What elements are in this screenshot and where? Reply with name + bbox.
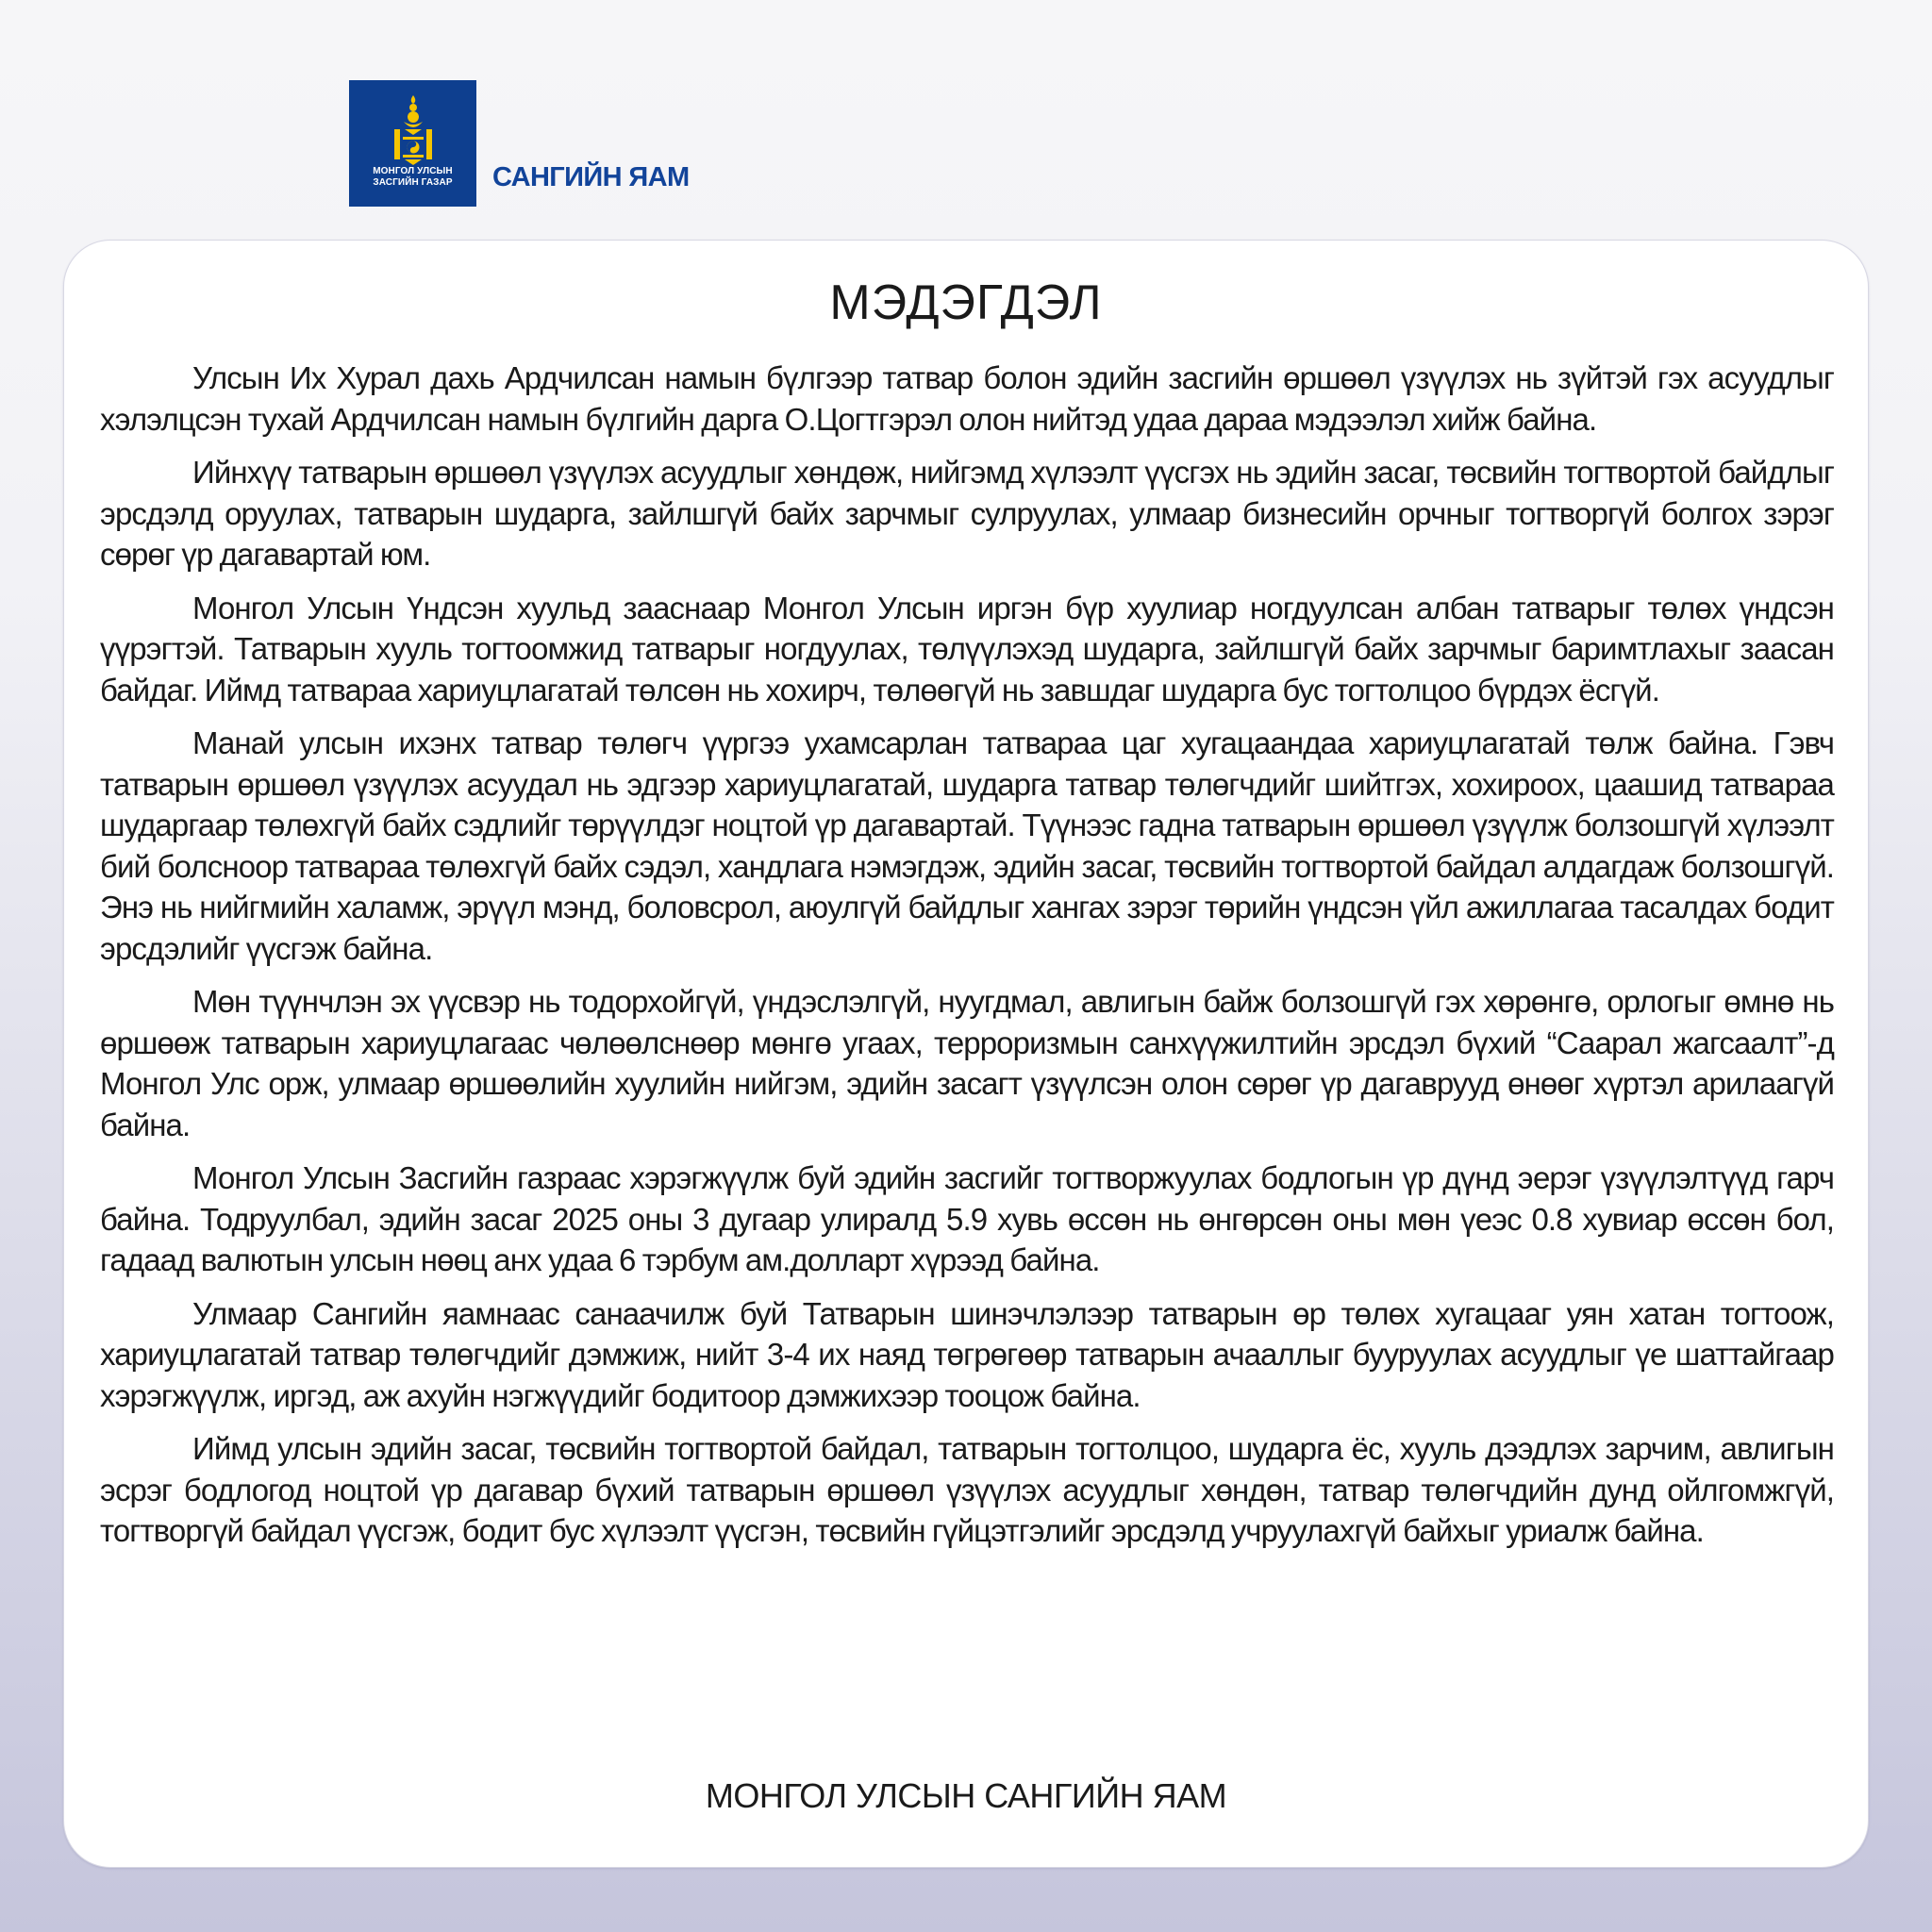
paragraph: Улмаар Сангийн яамнаас санаачилж буй Татварын шинэчлэлээр татварын өр төлөх хугацааг уян хатан тогтоож, хариуцлагатай татвар төлөгчдийг дэмжиж, нийт 3-4 их наяд төгрөгөөр татварын ачааллыг бууруулах асуудлыг үе шаттайгаар хэрэгжүүлж, иргэд, аж ахуйн нэгжүүдийг бодитоор дэмжихээр тооцож байна. (100, 1295, 1834, 1413)
signature: МОНГОЛ УЛСЫН САНГИЙН ЯАМ (705, 1776, 1227, 1815)
emblem-caption-line1: МОНГОЛ УЛСЫН (373, 166, 453, 176)
paragraph: Ийнхүү татварын өршөөл үзүүлэх асуудлыг хөндөж, нийгэмд хүлээлт үүсгэх нь эдийн засаг, төсвийн тогтвортой байдлыг эрсдэлд оруулах, татварын шударга, зайлшгүй байх зарчмыг сулруулах, улмаар бизнесийн орчныг тогтворгүй болгох зэрэг сөрөг үр дагавартай юм. (100, 455, 1834, 572)
statement-body (100, 358, 1834, 1564)
paragraph: Монгол Улсын Засгийн газраас хэрэгжүүлж буй эдийн засгийг тогтворжуулах бодлогын үр дүнд эерэг үзүүлэлтүүд гарч байна. Тодруулбал, эдийн засаг 2025 оны 3 дугаар улиралд 5.9 хувь өссөн нь өнгөрсөн оны мөн үеэс 0.8 хувиар өссөн бол, гадаад валютын улсын нөөц анх удаа 6 тэрбум ам.долларт хүрээд байна. (100, 1160, 1834, 1277)
emblem-caption (349, 166, 476, 189)
paragraph: Мөн түүнчлэн эх үүсвэр нь тодорхойгүй, үндэслэлгүй, нуугдмал, авлигын байж болзошгүй гэх хөрөнгө, орлогыг өмнө нь өршөөж татварын хариуцлагаас чөлөөлснөөр мөнгө угаах, терроризмын санхүүжилтийн эрсдэл бүхий “Саарал жагсаалт”-д Монгол Улс орж, улмаар өршөөлийн хуулийн нийгэм, эдийн засагт үзүүлсэн олон сөрөг үр дагаврууд өнөөг хүртэл арилаагүй байна. (100, 984, 1834, 1142)
mongolia-state-emblem-icon (392, 95, 434, 165)
document-title: МЭДЭГДЭЛ (829, 275, 1103, 330)
paragraph: Монгол Улсын Үндсэн хуульд зааснаар Монгол Улсын иргэн бүр хуулиар ногдуулсан албан татварыг төлөх үндсэн үүрэгтэй. Татварын хууль тогтоомжид татварыг ногдуулах, төлүүлэхэд шударга, зайлшгүй байх зарчмыг баримтлахыг заасан байдаг. Иймд татвараа хариуцлагатай төлсөн нь хохирч, төлөөгүй нь завшдаг шударга бус тогтолцоо бүрдэх ёсгүй. (100, 590, 1834, 708)
paragraph: Манай улсын ихэнх татвар төлөгч үүргээ ухамсарлан татвараа цаг хугацаандаа хариуцлагатай төлж байна. Гэвч татварын өршөөл үзүүлэх асуудал нь эдгээр хариуцлагатай, шударга татвар төлөгчдийг шийтгэх, хохироох, цаашид татвараа шударгаар төлөхгүй байх сэдлийг төрүүлдэг ноцтой үр дагавартай. Түүнээс гадна татварын өршөөл үзүүлж болзошгүй хүлээлт бий болсноор татвараа төлөхгүй байх сэдэл, хандлага нэмэгдэж, эдийн засаг, төсвийн тогтвортой байдал алдагдаж болзошгүй. Энэ нь нийгмийн халамж, эрүүл мэнд, боловсрол, аюулгүй байдлыг хангах зэрэг төрийн үндсэн үйл ажиллагаа тасалдах бодит эрсдэлийг үүсгэж байна. (100, 725, 1834, 966)
paragraph: Иймд улсын эдийн засаг, төсвийн тогтвортой байдал, татварын тогтолцоо, шударга ёс, хууль дээдлэх зарчим, авлигын эсрэг бодлогод ноцтой үр дагавар бүхий татварын өршөөл үзүүлэх асуудлыг хөндөн, татвар төлөгчдийн дунд ойлгомжгүй, тогтворгүй байдал үүсгэж, бодит бус хүлээлт үүсгэн, төсвийн гүйцэтгэлийг эрсдэлд учруулахгүй байхыг уриалж байна. (100, 1431, 1834, 1548)
government-logo (349, 80, 476, 207)
ministry-name: САНГИЙН ЯАМ (492, 162, 690, 192)
paragraph: Улсын Их Хурал дахь Ардчилсан намын бүлгээр татвар болон эдийн засгийн өршөөл үзүүлэх нь зүйтэй гэх асуудлыг хэлэлцсэн тухай Ардчилсан намын бүлгийн дарга О.Цогтгэрэл олон нийтэд удаа дараа мэдээлэл хийж байна. (100, 360, 1834, 437)
statement-card (63, 240, 1869, 1868)
ministry-brand (349, 80, 690, 207)
emblem-caption-line2: ЗАСГИЙН ГАЗАР (373, 177, 453, 188)
